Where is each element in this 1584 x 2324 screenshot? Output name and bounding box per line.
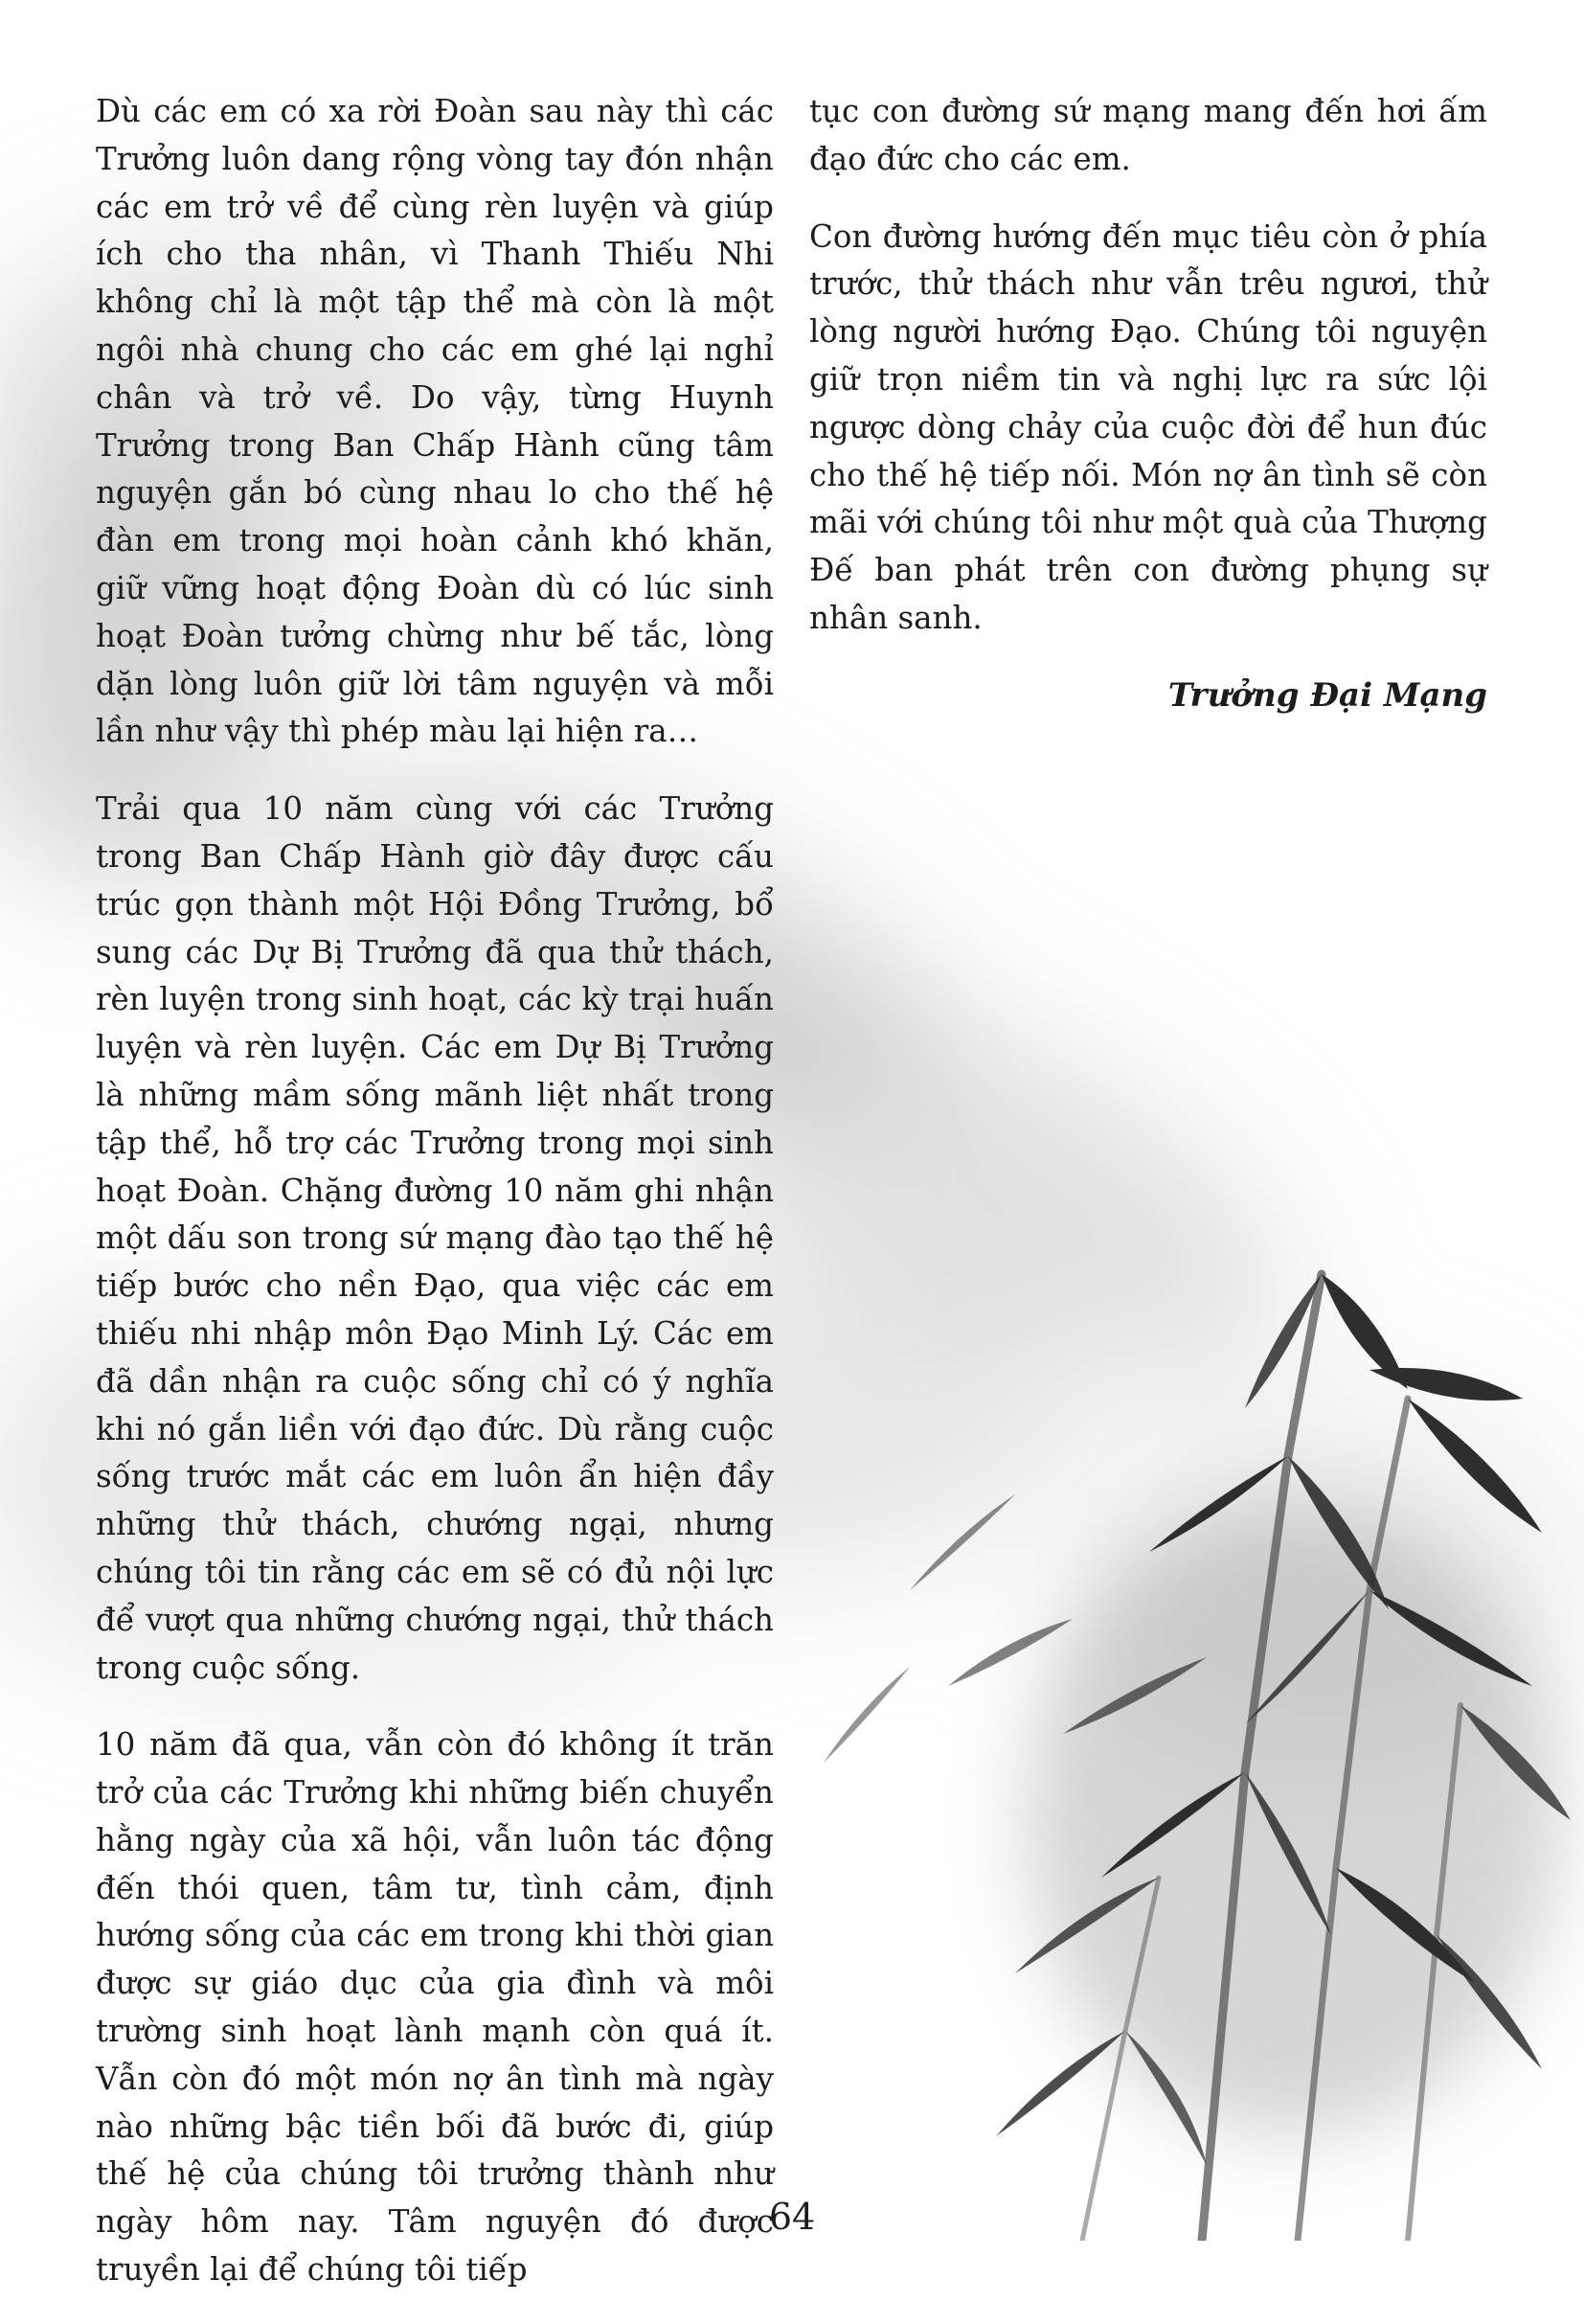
page-number: 64 (768, 2196, 816, 2238)
author-signature: Trưởng Đại Mạng (1167, 675, 1487, 715)
article-paragraph: Dù các em có xa rời Đoàn sau này thì các Trưởng luôn dang rộng vòng tay đón nhận các em trở về để cùng rèn luyện và giúp ích cho tha nhân, vì Thanh Thiếu Nhi không chỉ là một tập thể mà còn là một ngôi nhà chung cho các em ghé lại nghỉ chân và trở về. Do vậy, từng Huynh Trưởng trong Ban Chấp Hành cũng tâm nguyện gắn bó cùng nhau lo cho thế hệ đàn em trong mọi hoàn cảnh khó khăn, giữ vững hoạt động Đoàn dù có lúc sinh hoạt Đoàn tưởng chừng như bế tắc, lòng dặn lòng luôn giữ lời tâm nguyện và mỗi lần như vậy thì phép màu lại hiện ra… (96, 93, 774, 750)
article-paragraph: tục con đường sứ mạng mang đến hơi ấm đạo đức cho các em. (809, 93, 1487, 177)
article-paragraph: 10 năm đã qua, vẫn còn đó không ít trăn trở của các Trưởng khi những biến chuyển hằng ngày của xã hội, vẫn luôn tác động đến thói quen, tâm tư, tình cảm, định hướng sống của các em trong khi thời gian được sự giáo dục của gia đình và môi trường sinh hoạt lành mạnh còn quá ít. Vẫn còn đó một món nợ ân tình mà ngày nào những bậc tiền bối đã bước đi, giúp thế hệ của chúng tôi trưởng thành như ngày hôm nay. Tâm nguyện đó được truyền lại để chúng tôi tiếp (96, 1726, 774, 2289)
bamboo-illustration (1025, 1504, 1561, 2136)
article-paragraph: Con đường hướng đến mục tiêu còn ở phía trước, thử thách như vẫn trêu ngươi, thử lòng người hướng Đạo. Chúng tôi nguyện giữ trọn niềm tin và nghị lực ra sức lội ngược dòng chảy của cuộc đời để hun đúc cho thế hệ tiếp nối. Món nợ ân tình sẽ còn mãi với chúng tôi như một quà của Thượng Đế ban phát trên con đường phụng sự nhân sanh. (809, 217, 1487, 636)
article-left-column (96, 88, 774, 2324)
article-right-column (809, 88, 1487, 720)
article-paragraph: Trải qua 10 năm cùng với các Trưởng trong Ban Chấp Hành giờ đây được cấu trúc gọn thành một Hội Đồng Trưởng, bổ sung các Dự Bị Trưởng đã qua thử thách, rèn luyện trong sinh hoạt, các kỳ trại huấn luyện và rèn luyện. Các em Dự Bị Trưởng là những mầm sống mãnh liệt nhất trong tập thể, hỗ trợ các Trưởng trong mọi sinh hoạt Đoàn. Chặng đường 10 năm ghi nhận một dấu son trong sứ mạng đào tạo thế hệ tiếp bước cho nền Đạo, qua việc các em thiếu nhi nhập môn Đạo Minh Lý. Các em đã dần nhận ra cuộc sống chỉ có ý nghĩa khi nó gắn liền với đạo đức. Dù rằng cuộc sống trước mắt các em luôn ẩn hiện đầy những thử thách, chướng ngại, nhưng chúng tôi tin rằng các em sẽ có đủ nội lực để vượt qua những chướng ngại, thử thách trong cuộc sống. (96, 790, 774, 1686)
